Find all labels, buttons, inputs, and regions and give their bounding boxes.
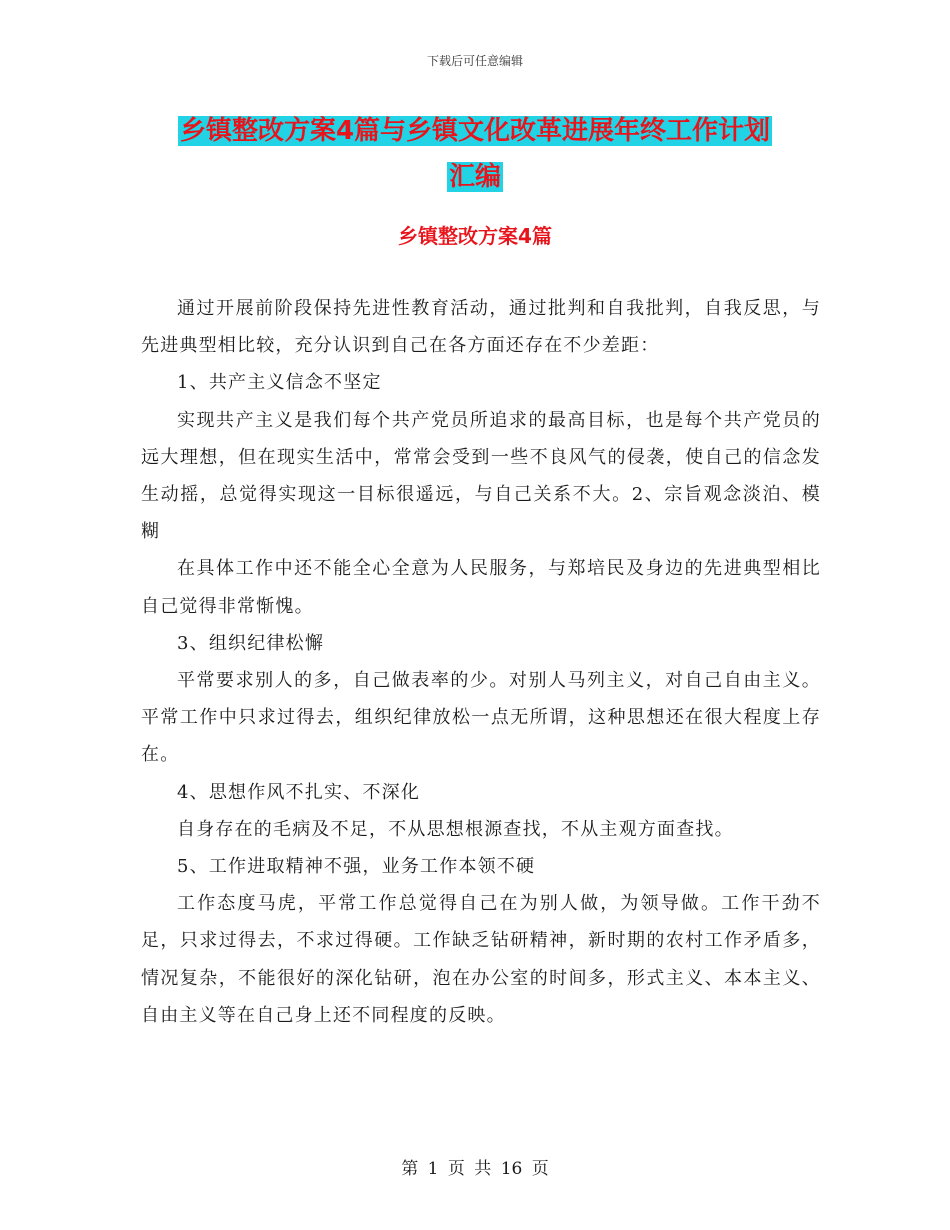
paragraph-item-5-heading: 5、工作进取精神不强，业务工作本领不硬	[177, 856, 536, 878]
document-title-line-1: 乡镇整改方案4篇与乡镇文化改革进展年终工作计划	[179, 116, 771, 146]
paragraph-intro: 通过开展前阶段保持先进性教育活动，通过批判和自我批判，自我反思，与先进典型相比较，充分认识到自己在各方面还存在不少差距：	[141, 298, 821, 357]
section-heading: 乡镇整改方案4篇	[398, 224, 552, 248]
page-number-footer: 第 1 页 共 16 页	[401, 1159, 549, 1179]
paragraph-item-4-body: 自身存在的毛病及不足，不从思想根源查找，不从主观方面查找。	[177, 818, 734, 840]
document-title-line-2: 汇编	[448, 162, 501, 192]
page-header-note: 下载后可任意编辑	[426, 54, 523, 68]
paragraph-item-1-heading: 1、共产主义信念不坚定	[177, 372, 382, 394]
paragraph-item-3-heading: 3、组织纪律松懈	[177, 632, 325, 654]
paragraph-item-2-body: 在具体工作中还不能全心全意为人民服务，与郑培民及身边的先进典型相比自己觉得非常惭愧。	[141, 558, 821, 617]
paragraph-item-1-body: 实现共产主义是我们每个共产党员所追求的最高目标，也是每个共产党员的远大理想，但在现实生活中，常常会受到一些不良风气的侵袭，使自己的信念发生动摇，总觉得实现这一目标很遥远，与自己关系不大。2、宗旨观念淡泊、模糊	[141, 409, 821, 543]
document-title	[150, 108, 800, 200]
paragraph-item-5-body: 工作态度马虎，平常工作总觉得自己在为别人做，为领导做。工作干劲不足，只求过得去，不求过得硬。工作缺乏钻研精神，新时期的农村工作矛盾多，情况复杂，不能很好的深化钻研，泡在办公室的时间多，形式主义、本本主义、自由主义等在自己身上还不同程度的反映。	[141, 893, 821, 1026]
paragraph-item-3-body: 平常要求别人的多，自己做表率的少。对别人马列主义，对自己自由主义。平常工作中只求过得去，组织纪律放松一点无所谓，这种思想还在很大程度上存在。	[141, 670, 821, 766]
body-text	[141, 290, 821, 1034]
paragraph-item-4-heading: 4、思想作风不扎实、不深化	[177, 781, 421, 803]
